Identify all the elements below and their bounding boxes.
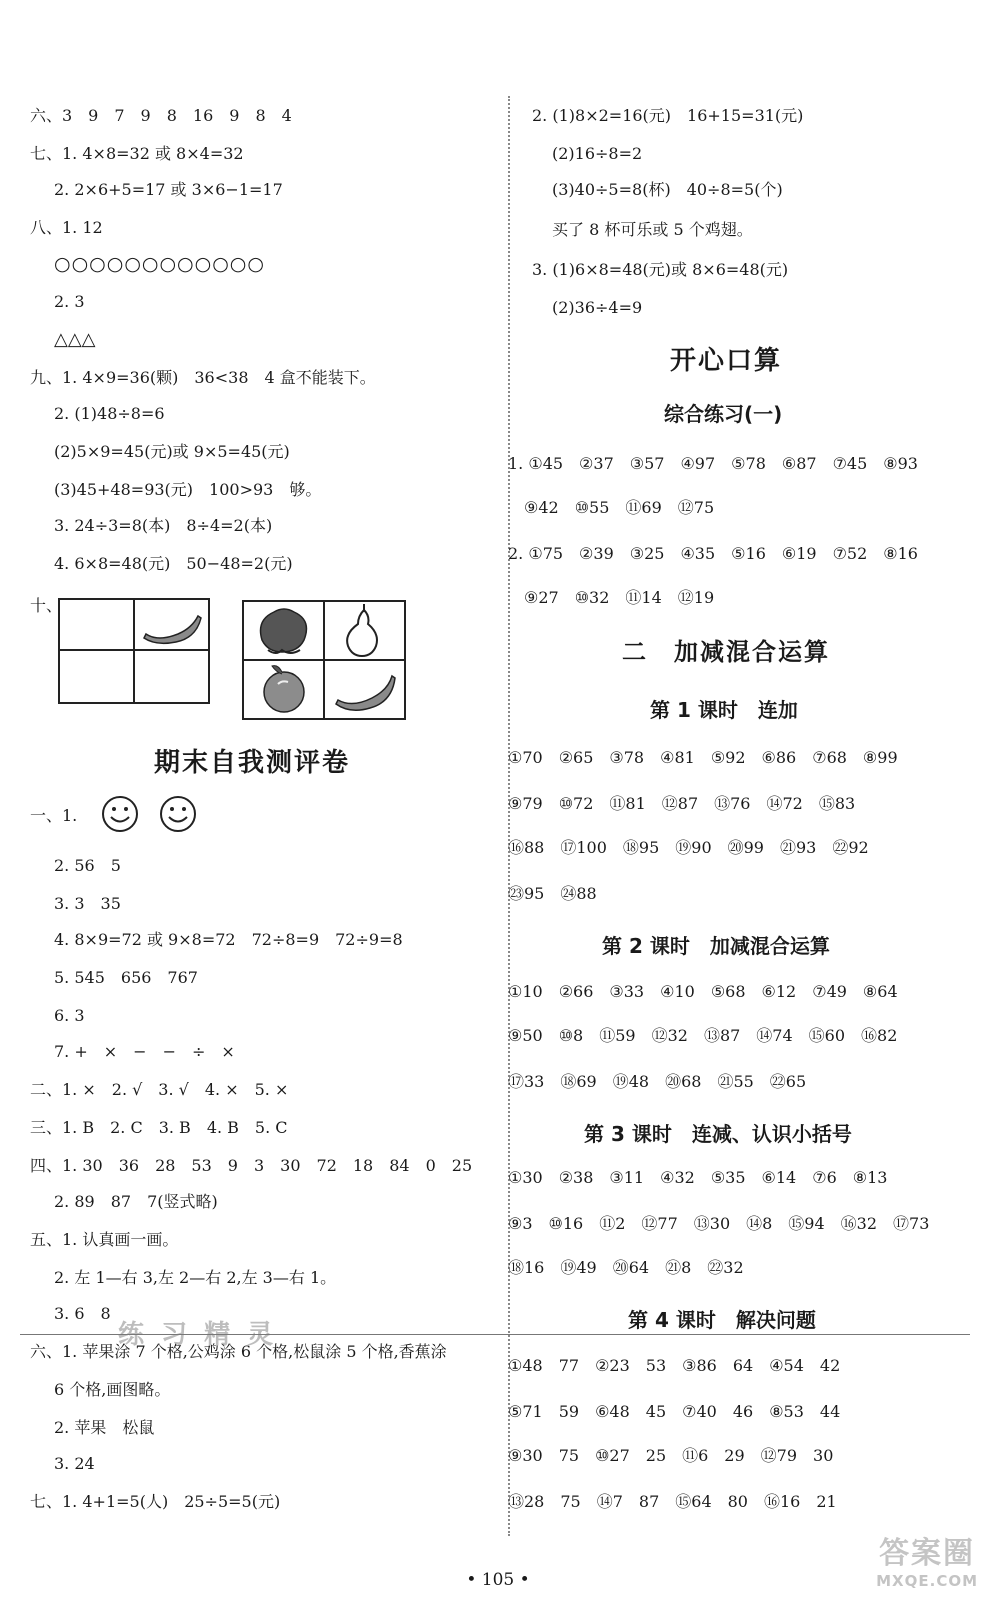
triangle-row: △△△: [54, 329, 96, 350]
answer-line: ⑰33 ⑱69 ⑲48 ⑳68 ㉑55 ㉒65: [508, 1072, 807, 1091]
answer-line: 三、1. B 2. C 3. B 4. B 5. C: [30, 1118, 288, 1137]
answer-line: (2)16÷8=2: [552, 144, 643, 163]
section-title: 开心口算: [670, 346, 783, 376]
answer-line: 七、1. 4+1=5(人) 25÷5=5(元): [30, 1492, 281, 1511]
answer-line: 4. 6×8=48(元) 50−48=2(元): [54, 554, 293, 573]
answer-line: 3. 6 8: [54, 1304, 111, 1323]
answer-line: ⑱16 ⑲49 ⑳64 ㉑8 ㉒32: [508, 1258, 744, 1277]
answer-line: 3. (1)6×8=48(元)或 8×6=48(元): [532, 260, 789, 279]
answer-line: 2. (1)8×2=16(元) 16+15=31(元): [532, 106, 804, 125]
lesson-title: 第 3 课时 连减、认识小括号: [584, 1122, 852, 1146]
answer-line: 四、1. 30 36 28 53 9 3 30 72 18 84 0 25: [30, 1156, 473, 1175]
answer-line: 6 个格,画图略。: [54, 1380, 171, 1399]
page-number: • 105 •: [466, 1570, 530, 1590]
pear-icon: [347, 604, 377, 656]
answer-line: 七、1. 4×8=32 或 8×4=32: [30, 144, 244, 163]
answer-line: ⑨42 ⑩55 ⑪69 ⑫75: [524, 498, 715, 517]
answer-line: 一、1.: [30, 806, 78, 825]
exam-title: 期末自我测评卷: [154, 748, 351, 778]
answer-line: ⑨79 ⑩72 ⑪81 ⑫87 ⑬76 ⑭72 ⑮83: [508, 794, 856, 813]
answer-line: 2. 左 1—右 3,左 2—右 2,左 3—右 1。: [54, 1268, 337, 1287]
answer-line: 2. 苹果 松鼠: [54, 1418, 155, 1437]
apple-icon: [264, 666, 304, 712]
answer-line: 九、1. 4×9=36(颗) 36<38 4 盒不能装下。: [30, 368, 376, 387]
watermark-logo-url: MXQE.COM: [876, 1572, 978, 1590]
answer-line: 3. 24÷3=8(本) 8÷4=2(本): [54, 516, 273, 535]
answer-line: 4. 8×9=72 或 9×8=72 72÷8=9 72÷9=8: [54, 930, 403, 949]
answer-line: ⑨30 75 ⑩27 25 ⑪6 29 ⑫79 30: [508, 1446, 834, 1465]
fruit-grid-reference: [242, 600, 406, 720]
answer-line: ①48 77 ②23 53 ③86 64 ④54 42: [508, 1356, 841, 1375]
answer-line: 八、1. 12: [30, 218, 103, 237]
banana-icon: [144, 616, 201, 643]
answer-line: 1. ①45 ②37 ③57 ④97 ⑤78 ⑥87 ⑦45 ⑧93: [508, 454, 918, 473]
answer-line: ⑬28 75 ⑭7 87 ⑮64 80 ⑯16 21: [508, 1492, 837, 1511]
answer-line: 5. 545 656 767: [54, 968, 198, 987]
unit-title: 二 加减混合运算: [622, 638, 830, 666]
answer-line: ①30 ②38 ③11 ④32 ⑤35 ⑥14 ⑦6 ⑧13: [508, 1168, 888, 1187]
fruit-grid-answer: [58, 598, 210, 704]
column-divider: [508, 96, 510, 1536]
answer-line: ⑨3 ⑩16 ⑪2 ⑫77 ⑬30 ⑭8 ⑮94 ⑯32 ⑰73: [508, 1214, 930, 1233]
answer-line: 六、1. 苹果涂 7 个格,公鸡涂 6 个格,松鼠涂 5 个格,香蕉涂: [30, 1342, 447, 1361]
answer-line: ⑯88 ⑰100 ⑱95 ⑲90 ⑳99 ㉑93 ㉒92: [508, 838, 869, 857]
answer-line: (2)36÷4=9: [552, 298, 643, 317]
answer-line: ①10 ②66 ③33 ④10 ⑤68 ⑥12 ⑦49 ⑧64: [508, 982, 898, 1001]
peach-icon: [261, 609, 307, 653]
answer-line: ①70 ②65 ③78 ④81 ⑤92 ⑥86 ⑦68 ⑧99: [508, 748, 898, 767]
answer-line: 五、1. 认真画一画。: [30, 1230, 179, 1249]
answer-line: 3. 24: [54, 1454, 95, 1473]
answer-line: 二、1. × 2. √ 3. √ 4. × 5. ×: [30, 1080, 289, 1099]
smiley-face-icon: [98, 794, 144, 834]
answer-line: ⑤71 59 ⑥48 45 ⑦40 46 ⑧53 44: [508, 1402, 841, 1421]
answer-line: 7. + × − − ÷ ×: [54, 1042, 235, 1061]
answer-line: 6. 3: [54, 1006, 85, 1025]
lesson-title: 第 4 课时 解决问题: [628, 1308, 816, 1332]
answer-line: ⑨27 ⑩32 ⑪14 ⑫19: [524, 588, 715, 607]
answer-line: ㉓95 ㉔88: [508, 884, 597, 903]
practice-title: 综合练习(一): [664, 402, 783, 426]
answer-line: 2. 3: [54, 292, 85, 311]
answer-line: 2. (1)48÷8=6: [54, 404, 165, 423]
watermark-logo-title: 答案圈: [879, 1536, 976, 1571]
answer-line: ⑨50 ⑩8 ⑪59 ⑫32 ⑬87 ⑭74 ⑮60 ⑯82: [508, 1026, 898, 1045]
circle-row: ○○○○○○○○○○○○: [54, 253, 265, 275]
answer-line: (3)40÷5=8(杯) 40÷8=5(个): [552, 180, 783, 199]
answer-line: (2)5×9=45(元)或 9×5=45(元): [54, 442, 290, 461]
banana-icon: [336, 676, 395, 710]
scan-line: [20, 1334, 970, 1335]
lesson-title: 第 2 课时 加减混合运算: [602, 934, 830, 958]
question-ten-label: 十、: [30, 596, 63, 615]
site-watermark-logo: [876, 1528, 978, 1590]
answer-line: 3. 3 35: [54, 894, 121, 913]
answer-line: 2. 56 5: [54, 856, 121, 875]
answer-line: 买了 8 杯可乐或 5 个鸡翅。: [552, 220, 753, 239]
smiley-face-icon: [156, 794, 202, 834]
answer-line: 2. 2×6+5=17 或 3×6−1=17: [54, 180, 283, 199]
answer-line: 2. 89 87 7(竖式略): [54, 1192, 218, 1211]
answer-line: 2. ①75 ②39 ③25 ④35 ⑤16 ⑥19 ⑦52 ⑧16: [508, 544, 918, 563]
lesson-title: 第 1 课时 连加: [650, 698, 798, 722]
answer-line: 六、3 9 7 9 8 16 9 8 4: [30, 106, 292, 125]
watermark-text: 练 习 精 灵: [118, 1320, 278, 1350]
answer-line: (3)45+48=93(元) 100>93 够。: [54, 480, 322, 499]
